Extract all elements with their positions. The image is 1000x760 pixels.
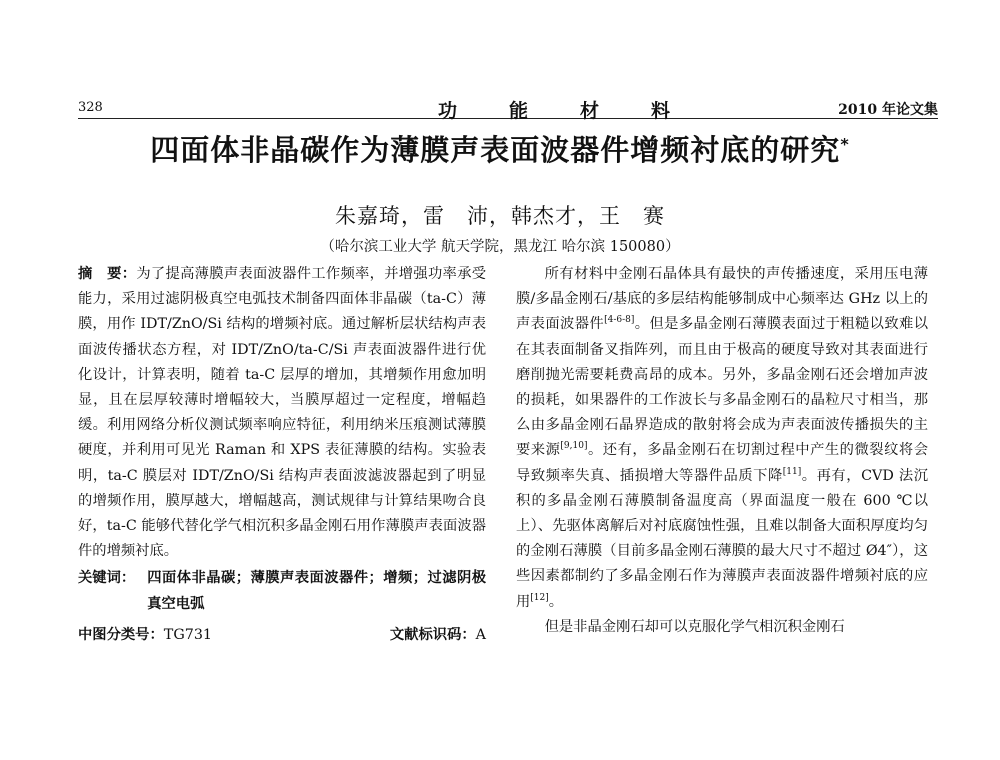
classification-line <box>78 623 486 648</box>
doc-value: A <box>475 626 486 643</box>
abstract <box>78 262 486 564</box>
citation: [12] <box>530 592 549 603</box>
title-text: 四面体非晶碳作为薄膜声表面波器件增频衬底的研究 <box>150 133 841 167</box>
body-text: 所有材料中金刚石晶体具有最快的声传播速度，采用压电薄膜/多晶金刚石/基底的多层结构能够制成中心频率达 GHz 以上的声表面波器件 <box>516 266 928 333</box>
clc-value: TG731 <box>163 626 213 643</box>
running-header <box>78 98 938 122</box>
keywords-label: 关键词： <box>78 570 136 587</box>
keywords <box>78 566 486 616</box>
clc-code <box>78 623 212 648</box>
clc-label: 中图分类号： <box>78 626 164 643</box>
body-text: 。还有，多晶金刚石在切割过程中产生的微裂纹将会导致频率失真、插损增大等器件品质下降 <box>516 442 929 484</box>
paper-title <box>0 128 1000 169</box>
left-column <box>78 262 486 648</box>
abstract-text: 为了提高薄膜声表面波器件工作频率，并增强功率承受能力，采用过滤阴极真空电弧技术制备四面体非晶碳（ta-C）薄膜，用作 IDT/ZnO/Si 结构的增频衬底。通过解析层状结构声表面波传播状态方程，对 IDT/ZnO/ta-C/Si 声表面波器件进行优化设计，计算表明，随着 ta-C 层厚的增加，其增频作用愈加明显，且在层厚较薄时增幅较大，当膜厚超过一定程度，增幅趋缓。利用网络分析仪测试频率响应特征，利用纳米压痕测试薄膜硬度，并利用可见光 Raman 和 XPS 表征薄膜的结构。实验表明，ta-C 膜层对 IDT/ZnO/Si 结构声表面波滤波器起到了明显的增频作用，膜厚越大，增幅越高，测试规律与计算结果吻合良好，ta-C 能够代替化学气相沉积多晶金刚石用作薄膜声表面波器件的增频衬底。 <box>78 266 486 560</box>
journal-name: 功能材料 <box>438 100 723 122</box>
title-footnote-mark: * <box>840 134 850 154</box>
abstract-label: 摘 要： <box>78 266 137 282</box>
citation: [11] <box>782 466 802 477</box>
body-text: 。但是多晶金刚石薄膜表面过于粗糙以致难以在其表面制备叉指阵列，而且由于极高的硬度导致对其表面进行磨削抛光需要耗费高昂的成本。另外，多晶金刚石还会增加声波的损耗，如果器件的工作波长与多晶金刚石的晶粒尺寸相当，那么由多晶金刚石晶界造成的散射将会成为声表面波传播损失的主要来源 <box>516 316 929 459</box>
year-label: 2010 年论文集 <box>838 102 938 118</box>
citation: [9,10] <box>560 441 588 452</box>
body-text: 。再有，CVD 法沉积的多晶金刚石薄膜制备温度高（界面温度一般在 600 ℃以上）、先驱体离解后对衬底腐蚀性强，且难以制备大面积厚度均匀的金刚石薄膜（目前多晶金刚石薄膜的最大尺寸不超过 Ø4″），这些因素都制约了多晶金刚石作为薄膜声表面波器件增频衬底的应用 <box>516 467 928 610</box>
author-list: 朱嘉琦，雷 沛，韩杰才，王 赛 <box>335 204 665 228</box>
body-paragraph-2: 但是非晶金刚石却可以克服化学气相沉积金刚石 <box>544 618 845 635</box>
body-paragraph-1 <box>516 262 928 615</box>
citation: [4-6-8] <box>604 315 635 326</box>
doc-label: 文献标识码： <box>389 626 476 643</box>
right-column <box>516 262 928 640</box>
page-number: 328 <box>78 100 103 115</box>
affiliation: （哈尔滨工业大学 航天学院，黑龙江 哈尔滨 150080） <box>320 239 680 255</box>
document-code <box>390 623 486 648</box>
keywords-text: 四面体非晶碳；薄膜声表面波器件；增频；过滤阴极真空电弧 <box>147 570 486 612</box>
body-text: 。 <box>548 593 564 610</box>
